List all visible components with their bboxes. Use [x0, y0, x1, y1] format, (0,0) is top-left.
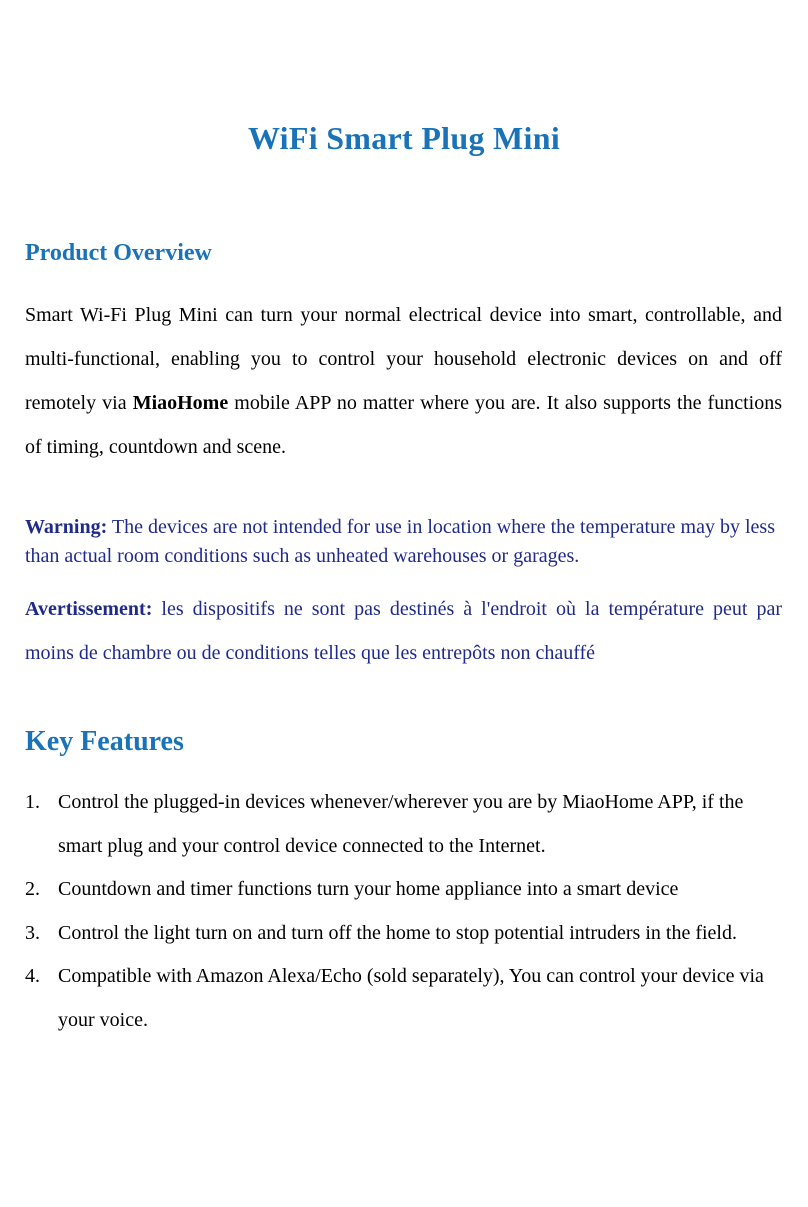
feature-text: Control the light turn on and turn off the home to stop potential intruders in the field. — [58, 921, 737, 944]
overview-text-part-1: Smart Wi-Fi Plug Mini can turn your normal electrical device into smart, controllable, and multi-functional, enabling you to control your household electronic devices on and off remotely via — [25, 304, 782, 414]
feature-item-4 — [25, 955, 782, 1042]
product-overview-paragraph — [25, 293, 782, 469]
warning-text: The devices are not intended for use in location where the temperature may by less than actual room conditions such as unheated warehouses or garages. — [25, 516, 775, 567]
feature-number: 3. — [25, 921, 40, 944]
avertissement-label: Avertissement: — [25, 598, 153, 620]
key-features-heading: Key Features — [25, 726, 184, 757]
feature-item-1 — [25, 781, 782, 868]
feature-item-3 — [25, 912, 782, 956]
feature-number: 2. — [25, 878, 40, 900]
feature-number: 1. — [25, 791, 40, 813]
feature-text: Compatible with Amazon Alexa/Echo (sold separately), You can control your device via your voice. — [58, 965, 764, 1031]
document-title: WiFi Smart Plug Mini — [247, 120, 561, 156]
overview-text-part-2: mobile APP no matter where you are. It also supports the functions of timing, countdown and scene. — [25, 392, 782, 458]
warning-label: Warning: — [25, 516, 108, 538]
feature-number: 4. — [25, 965, 40, 987]
avertissement-notice — [25, 587, 782, 675]
feature-text: Control the plugged-in devices whenever/wherever you are by MiaoHome APP, if the smart plug and your control device connected to the Internet. — [58, 791, 744, 857]
brand-name: MiaoHome — [132, 392, 229, 414]
feature-item-2 — [25, 868, 782, 912]
avertissement-text: les dispositifs ne sont pas destinés à l'endroit où la température peut par moins de chambre ou de conditions telles que les entrepôts non chauffé — [25, 598, 782, 664]
product-overview-heading: Product Overview — [25, 240, 212, 266]
feature-text: Countdown and timer functions turn your home appliance into a smart device — [58, 878, 679, 900]
key-features-list — [25, 781, 782, 1042]
warning-notice — [25, 513, 782, 571]
